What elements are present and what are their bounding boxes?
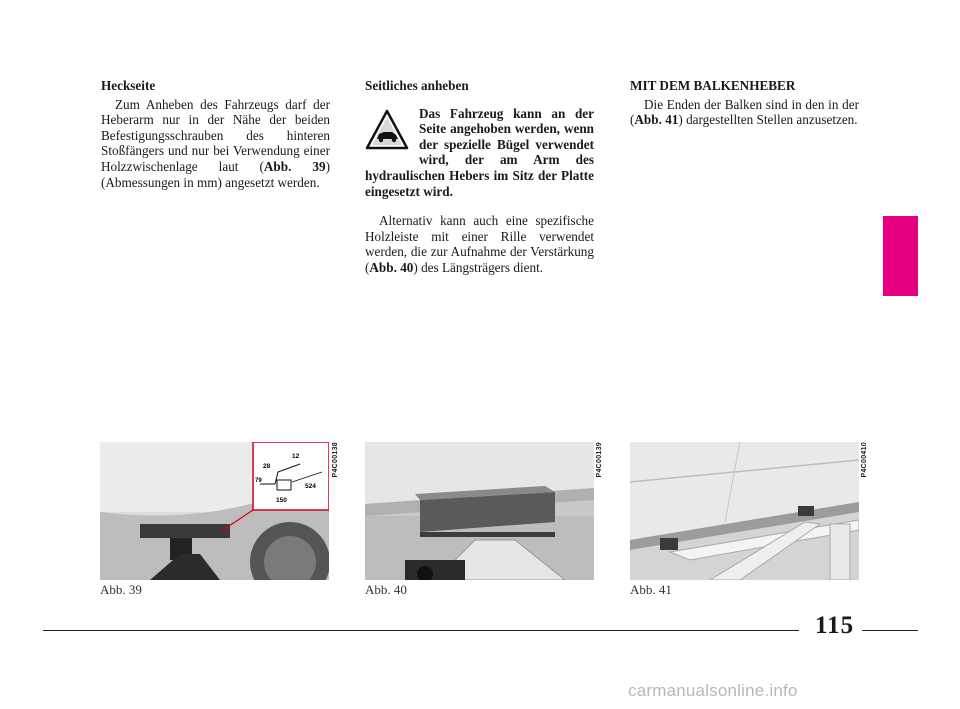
figure-39-caption: Abb. 39 [100,582,142,597]
figure-ref-40: Abb. 40 [369,259,414,275]
page-number: 115 [815,612,855,639]
dimension-label: 79 [255,478,262,484]
figure-39-code: P4C00138 [332,442,339,478]
dimension-label: 150 [276,497,287,504]
figure-40-caption: Abb. 40 [365,582,407,597]
paragraph-beam-lift: Die Enden der Balken sind in den in der (Abb. 41) dargestellten Stellen anzusetzen. [630,96,859,128]
column-beam-lift [630,78,859,128]
paragraph-side-lifting: Alternativ kann auch eine spezifische Holzleiste mit einer Rille verwendet werden, die zur Aufnahme der Verstärkung (Abb. 40) des Längsträgers dient. [365,213,594,275]
dimension-label: 28 [263,463,271,470]
figure-41-image [630,442,859,580]
figure-ref-41: Abb. 41 [634,112,679,128]
dimension-label: 12 [292,453,300,460]
figure-39-image [100,442,329,580]
heading-balkenheber: MIT DEM BALKENHEBER [630,78,796,93]
figure-40-image [365,442,594,580]
heading-heckseite: Heckseite [101,78,156,93]
footer-rule-right [862,630,918,631]
figure-41-caption: Abb. 41 [630,582,672,597]
column-rear-lifting [101,78,330,190]
dimension-label: 524 [305,483,316,490]
watermark: carmanualsonline.info [628,681,798,700]
footer-rule-left [43,630,799,631]
figure-ref-39: Abb. 39 [263,158,326,174]
warning-block [365,106,594,200]
figure-41-code: P4C00410 [861,442,868,478]
column-side-lifting [365,78,594,276]
warning-triangle-car-icon [365,108,409,152]
warning-text: Das Fahrzeug kann an der Seite angehoben werden, wenn der spezielle Bügel verwendet wird, der am Arm des hydraulischen Hebers im Sitz der Platte eingesetzt wird. [365,105,594,199]
figure-40-code: P4C00139 [596,442,603,478]
heading-seitliches-anheben: Seitliches anheben [365,78,469,93]
section-color-tab [883,216,918,296]
paragraph-rear-lifting: Zum Anheben des Fahrzeugs darf der Heberarm nur in der Nähe der beiden Befestigungsschrauben des hinteren Stoßfängers und nur bei Verwendung einer Holzzwischenlage laut (Abb. 39) (Abmessungen in mm) angesetzt werden. [101,96,330,190]
